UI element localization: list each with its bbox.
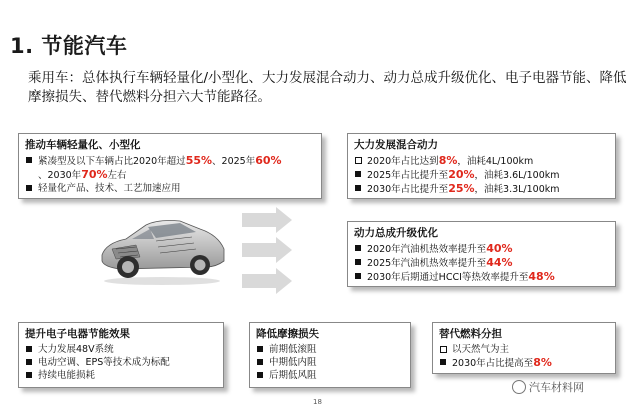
list-item: 后期低风阻 — [256, 369, 404, 382]
list-item: 电动空调、EPS等技术成为标配 — [25, 356, 217, 369]
value-highlight: 60% — [255, 154, 282, 167]
slide-title: 1. 节能汽车 — [10, 34, 128, 58]
list-item: 大力发展48V系统 — [25, 343, 217, 356]
list-item: 2025年汽油机热效率提升至44% — [354, 256, 609, 270]
list-item: 、2030年70%左右 — [38, 168, 127, 181]
box-electronic-title: 提升电子电器节能效果 — [25, 328, 130, 340]
page-number: 18 — [313, 398, 322, 406]
box-electronic — [18, 322, 224, 388]
list-item: 持续电能损耗 — [25, 369, 217, 382]
box-alt-fuel — [432, 322, 616, 374]
box-lightweight — [18, 133, 322, 199]
list-item: 前期低滚阻 — [256, 343, 404, 356]
list-item: 以天然气为主 — [439, 343, 609, 356]
list-item: 2030年占比提升至25%，油耗3.3L/100km — [354, 182, 609, 196]
box-alt-fuel-title: 替代燃料分担 — [439, 328, 502, 340]
value-highlight: 48% — [528, 270, 555, 283]
arrow-right-icon — [242, 237, 292, 263]
box-powertrain-title: 动力总成升级优化 — [354, 227, 438, 239]
car-illustration — [96, 205, 228, 287]
list-item: 轻量化产品、技术、工艺加速应用 — [25, 182, 315, 195]
value-highlight: 8% — [438, 154, 458, 167]
list-item: 紧凑型及以下车辆占比2020年超过55%、2025年60% — [25, 154, 315, 168]
value-highlight: 40% — [486, 242, 513, 255]
box-lightweight-title: 推动车辆轻量化、小型化 — [25, 139, 141, 151]
value-highlight: 70% — [81, 168, 108, 181]
value-highlight: 55% — [185, 154, 213, 167]
box-friction — [249, 322, 411, 388]
list-item: 中期低内阻 — [256, 356, 404, 369]
value-highlight: 25% — [448, 182, 475, 195]
arrow-right-icon — [242, 207, 292, 233]
list-item: 2025年占比提升至20%，油耗3.6L/100km — [354, 168, 609, 182]
watermark — [512, 379, 584, 395]
value-highlight: 20% — [448, 168, 475, 181]
list-item: 2020年汽油机热效率提升至40% — [354, 242, 609, 256]
box-hybrid — [347, 133, 616, 199]
value-highlight: 44% — [486, 256, 513, 269]
list-item: 2030年占比提高至8% — [439, 356, 609, 370]
watermark-text: 汽车材料网 — [529, 381, 584, 394]
list-item: 2030年后期通过HCCI等热效率提升至48% — [354, 270, 609, 284]
wechat-icon — [512, 380, 526, 394]
box-hybrid-title: 大力发展混合动力 — [354, 139, 438, 151]
box-friction-title: 降低摩擦损失 — [256, 328, 319, 340]
intro-text: 乘用车：总体执行车辆轻量化/小型化、大力发展混合动力、动力总成升级优化、电子电器节能、降低摩擦损失、替代燃料分担六大节能路径。 — [28, 70, 627, 105]
list-item: 2020年占比达到8%，油耗4L/100km — [354, 154, 609, 168]
box-powertrain — [347, 221, 616, 287]
arrow-right-icon — [242, 268, 292, 294]
value-highlight: 8% — [533, 356, 552, 369]
